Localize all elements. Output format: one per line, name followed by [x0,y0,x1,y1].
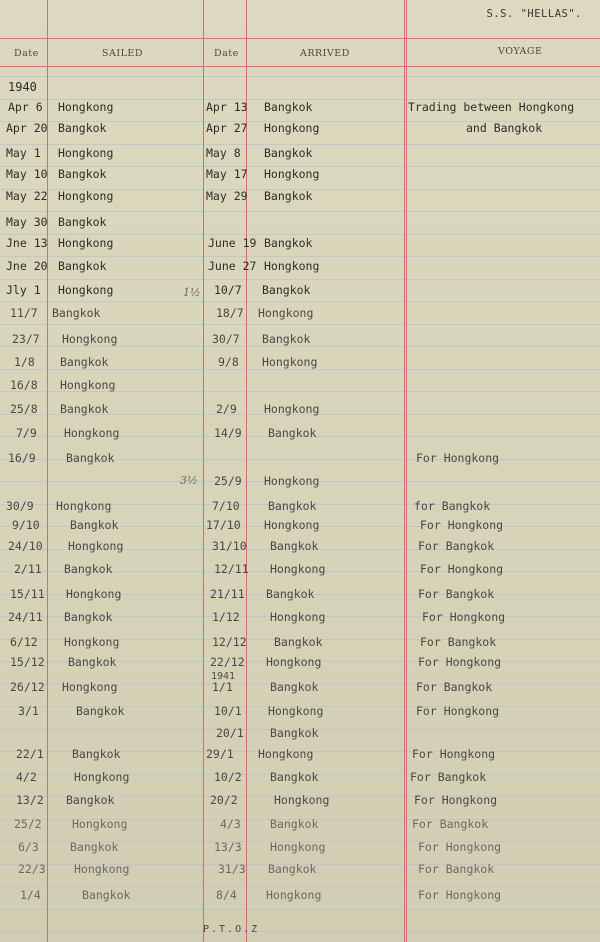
arrived-port: Bangkok [270,539,319,553]
column-rule-sailed [203,0,204,942]
header-date-arrived: Date [214,48,239,59]
arrived-port: Bangkok [270,726,319,740]
arrived-port: Hongkong [264,167,320,181]
sailed-port: Bangkok [58,259,107,273]
arrived-date: 20/1 [216,726,244,740]
voyage-note: For Hongkong [418,888,502,902]
voyage-note: For Hongkong [412,747,496,761]
sailed-port: Bangkok [70,518,119,532]
arrived-date: 31/3 [218,862,246,876]
sailed-date: 24/11 [8,610,43,624]
arrived-date: 29/1 [206,747,234,761]
column-rule-date2 [246,0,247,942]
arrived-date: 10/1 [214,704,242,718]
sailed-port: Hongkong [56,499,112,513]
arrived-port: Bangkok [262,332,311,346]
arrived-date: May 8 [206,146,241,160]
sailed-date: 25/8 [10,402,38,416]
column-rule-date1 [47,0,48,942]
ruled-line [0,234,600,235]
sailed-port: Hongkong [74,770,130,784]
sailed-date: 25/2 [14,817,42,831]
voyage-note: For Bangkok [418,539,495,553]
arrived-date: 7/10 [212,499,240,513]
arrived-date: 13/3 [214,840,242,854]
sailed-port: Bangkok [58,121,107,135]
voyage-note: for Bangkok [414,499,491,513]
sailed-date: 15/12 [10,655,45,669]
sailed-port: Bangkok [82,888,131,902]
arrived-date: 25/9 [214,474,242,488]
arrived-port: Hongkong [266,655,322,669]
sailed-date: May 1 [6,146,41,160]
arrived-date: 2/9 [216,402,237,416]
arrived-date: 22/12 [210,655,245,669]
voyage-note: For Hongkong [418,840,502,854]
arrived-date: Apr 27 [206,121,248,135]
sailed-port: Hongkong [58,283,114,297]
arrived-port: Bangkok [268,862,317,876]
sailed-port: Bangkok [72,747,121,761]
arrived-date: May 29 [206,189,248,203]
sailed-port: Hongkong [64,426,120,440]
arrived-port: Bangkok [266,587,315,601]
arrived-port: Bangkok [262,283,311,297]
sailed-date: Jne 20 [6,259,48,273]
sailed-date: Jly 1 [6,283,41,297]
header-arrived: ARRIVED [300,48,350,59]
voyage-note: For Hongkong [414,793,498,807]
arrived-port: Hongkong [264,474,320,488]
voyage-note: For Bangkok [418,862,495,876]
ruled-line [0,211,600,212]
ruled-line [0,301,600,302]
sailed-port: Hongkong [58,146,114,160]
header-sailed: SAILED [102,48,143,59]
arrived-date: 14/9 [214,426,242,440]
ship-name: S.S. "HELLAS". [486,8,582,20]
sailed-date: May 10 [6,167,48,181]
sailed-date: 16/9 [8,451,36,465]
voyage-note: Trading between Hongkong [408,100,575,114]
voyage-note: For Bangkok [420,635,497,649]
arrived-date: 12/12 [212,635,247,649]
arrived-date: 9/8 [218,355,239,369]
ruled-line [0,886,600,887]
sailed-port: Bangkok [60,355,109,369]
arrived-port: Bangkok [270,680,319,694]
sailed-port: Bangkok [66,793,115,807]
arrived-port: Hongkong [264,121,320,135]
arrived-port: Hongkong [270,610,326,624]
voyage-note: For Bangkok [416,680,493,694]
arrived-date: 18/7 [216,306,244,320]
sailed-date: 16/8 [10,378,38,392]
arrived-port: Hongkong [274,793,330,807]
page-footer: P.T.O.Z [203,924,260,935]
sailed-date: 30/9 [6,499,34,513]
sailed-port: Hongkong [68,539,124,553]
sailed-date: 9/10 [12,518,40,532]
sailed-port: Bangkok [64,610,113,624]
sailed-date: 23/7 [12,332,40,346]
sailed-date: May 30 [6,215,48,229]
ruled-line [0,909,600,910]
ruled-line [0,346,600,347]
sailed-date: 11/7 [10,306,38,320]
arrived-port: Bangkok [264,236,313,250]
sailed-port: Hongkong [58,100,114,114]
arrived-port: Bangkok [264,189,313,203]
sailed-date: 1/8 [14,355,35,369]
arrived-date: 4/3 [220,817,241,831]
sailed-port: Hongkong [64,635,120,649]
column-rule-arrived [404,0,405,942]
arrived-port: Hongkong [264,402,320,416]
sailed-port: Bangkok [66,451,115,465]
header-voyage: VOYAGE [498,46,543,57]
sailed-date: 4/2 [16,770,37,784]
voyage-note: For Hongkong [422,610,506,624]
voyage-note: For Hongkong [420,518,504,532]
sailed-date: 26/12 [10,680,45,694]
arrived-port: Hongkong [258,306,314,320]
arrived-date: 1/1 [212,680,233,694]
sailed-port: Hongkong [58,189,114,203]
margin-note: 3½ [180,474,198,487]
ruled-line [0,76,600,77]
sailed-date: 15/11 [10,587,45,601]
arrived-port: Bangkok [274,635,323,649]
sailed-date: 22/3 [18,862,46,876]
voyage-note: For Hongkong [420,562,504,576]
sailed-port: Bangkok [58,167,107,181]
arrived-port: Hongkong [270,562,326,576]
sailed-port: Hongkong [72,817,128,831]
voyage-note: For Bangkok [412,817,489,831]
sailed-date: 1/4 [20,888,41,902]
sailed-port: Bangkok [60,402,109,416]
sailed-port: Bangkok [76,704,125,718]
arrived-port: Hongkong [266,888,322,902]
column-rule-arrived-double [406,0,407,942]
arrived-port: Bangkok [270,817,319,831]
header-rule-top [0,38,600,39]
sailed-port: Bangkok [52,306,101,320]
sailed-port: Bangkok [70,840,119,854]
sailed-date: Apr 20 [6,121,48,135]
voyage-note: For Hongkong [416,704,500,718]
arrived-date: 10/7 [214,283,242,297]
sailed-port: Hongkong [58,236,114,250]
ruled-line [0,256,600,257]
arrived-date: June 27 [208,259,257,273]
sailed-port: Hongkong [62,332,118,346]
arrived-port: Hongkong [258,747,314,761]
sailed-date: 24/10 [8,539,43,553]
arrived-port: Hongkong [270,840,326,854]
sailed-port: Bangkok [58,215,107,229]
arrived-port: Bangkok [264,146,313,160]
sailed-date: 3/1 [18,704,39,718]
year-1941: 1941 [211,671,236,682]
sailed-date: 6/3 [18,840,39,854]
arrived-port: Bangkok [270,770,319,784]
arrived-date: 30/7 [212,332,240,346]
arrived-date: Apr 13 [206,100,248,114]
year-1940: 1940 [8,80,37,94]
arrived-date: 10/2 [214,770,242,784]
sailed-date: 13/2 [16,793,44,807]
ruled-line [0,324,600,325]
sailed-date: Apr 6 [8,100,43,114]
ruled-line [0,931,600,932]
arrived-port: Hongkong [264,518,320,532]
voyage-note: For Bangkok [418,587,495,601]
sailed-port: Hongkong [74,862,130,876]
sailed-port: Hongkong [62,680,118,694]
voyage-note: For Bangkok [410,770,487,784]
voyage-note: For Hongkong [418,655,502,669]
sailed-port: Bangkok [68,655,117,669]
arrived-date: 8/4 [216,888,237,902]
arrived-date: 1/12 [212,610,240,624]
arrived-date: 21/11 [210,587,245,601]
arrived-port: Hongkong [268,704,324,718]
arrived-date: 17/10 [206,518,241,532]
sailed-date: Jne 13 [6,236,48,250]
arrived-port: Bangkok [268,499,317,513]
sailed-date: May 22 [6,189,48,203]
arrived-date: 20/2 [210,793,238,807]
ruled-line [0,369,600,370]
sailed-date: 7/9 [16,426,37,440]
arrived-date: June 19 [208,236,257,250]
arrived-port: Bangkok [264,100,313,114]
sailed-date: 22/1 [16,747,44,761]
sailed-date: 6/12 [10,635,38,649]
arrived-port: Hongkong [264,259,320,273]
sailed-port: Hongkong [60,378,116,392]
sailed-port: Bangkok [64,562,113,576]
voyage-note: and Bangkok [466,121,543,135]
voyage-note: For Hongkong [416,451,500,465]
arrived-date: 12/11 [214,562,249,576]
ruled-line [0,279,600,280]
header-date-sailed: Date [14,48,39,59]
arrived-port: Bangkok [268,426,317,440]
margin-note: 1½ [183,286,201,299]
header-rule-bottom [0,66,600,67]
arrived-port: Hongkong [262,355,318,369]
arrived-date: May 17 [206,167,248,181]
sailed-date: 2/11 [14,562,42,576]
arrived-date: 31/10 [212,539,247,553]
ruled-line [0,144,600,145]
sailed-port: Hongkong [66,587,122,601]
